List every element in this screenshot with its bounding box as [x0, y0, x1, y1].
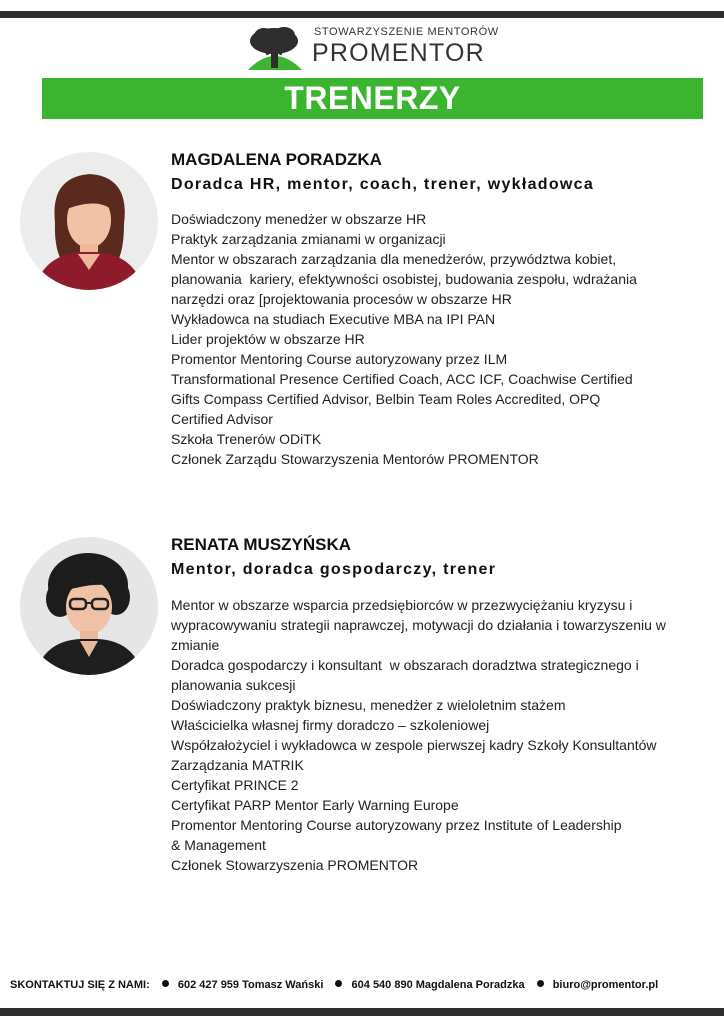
description-line: Doradca gospodarczy i konsultant w obszarach doradztwa strategicznego i	[171, 657, 639, 673]
description-line: Promentor Mentoring Course autoryzowany przez Institute of Leadership	[171, 817, 622, 833]
description-line: planowania kariery, efektywności osobistej, budowania zespołu, wdrażania	[171, 271, 637, 287]
trainer-name: MAGDALENA PORADZKA	[171, 150, 382, 169]
trainer-role: Mentor, doradca gospodarczy, trener	[171, 561, 497, 578]
trainer-description	[171, 209, 691, 469]
description-line: planowania sukcesji	[171, 677, 296, 693]
description-line: Wykładowca na studiach Executive MBA na IPI PAN	[171, 311, 496, 327]
description-line: Współzałożyciel i wykładowca w zespole pierwszej kadry Szkoły Konsultantów	[171, 737, 657, 753]
description-line: Gifts Compass Certified Advisor, Belbin Team Roles Accredited, OPQ	[171, 391, 601, 407]
tree-logo-icon	[246, 24, 304, 72]
description-line: Członek Zarządu Stowarzyszenia Mentorów PROMENTOR	[171, 451, 539, 467]
portrait-icon	[20, 537, 158, 675]
description-line: Certified Advisor	[171, 411, 273, 427]
description-line: Członek Stowarzyszenia PROMENTOR	[171, 857, 419, 873]
trainer-name: RENATA MUSZYŃSKA	[171, 535, 352, 554]
contact-phone-magdalena[interactable]: 604 540 890 Magdalena Poradzka	[351, 979, 525, 991]
description-line: Szkoła Trenerów ODiTK	[171, 431, 322, 447]
bottom-bar	[0, 1008, 724, 1016]
description-line: Promentor Mentoring Course autoryzowany przez ILM	[171, 351, 508, 367]
description-line: Właścicielka własnej firmy doradczo – szkoleniowej	[171, 717, 490, 733]
description-line: Doświadczony menedżer w obszarze HR	[171, 211, 427, 227]
description-line: wypracowywaniu strategii naprawczej, motywacji do działania i towarzyszeniu w	[171, 617, 666, 633]
avatar-magdalena	[20, 152, 158, 290]
description-line: Doświadczony praktyk biznesu, menedżer z wieloletnim stażem	[171, 697, 566, 713]
contact-footer	[10, 979, 658, 991]
description-line: Mentor w obszarze wsparcia przedsiębiorców w przezwyciężaniu kryzysu i	[171, 597, 633, 613]
portrait-icon	[20, 152, 158, 290]
logo-title: PROMENTOR	[312, 39, 485, 67]
bullet-icon	[162, 980, 169, 987]
description-line: Zarządzania MATRIK	[171, 757, 304, 773]
description-line: zmianie	[171, 637, 220, 653]
avatar-renata	[20, 537, 158, 675]
description-line: & Management	[171, 837, 266, 853]
trainer-description	[171, 595, 691, 875]
description-line: Mentor w obszarach zarządzania dla menedżerów, przywództwa kobiet,	[171, 251, 617, 267]
bullet-icon	[335, 980, 342, 987]
description-line: narzędzi oraz [projektowania procesów w obszarze HR	[171, 291, 512, 307]
contact-label: SKONTAKTUJ SIĘ Z NAMI:	[10, 979, 150, 991]
contact-email-link[interactable]: biuro@promentor.pl	[552, 979, 659, 991]
description-line: Transformational Presence Certified Coach, ACC ICF, Coachwise Certified	[171, 371, 633, 387]
page-title: TRENERZY	[284, 80, 461, 116]
trainer-role: Doradca HR, mentor, coach, trener, wykładowca	[171, 176, 595, 193]
bullet-icon	[537, 980, 544, 987]
description-line: Certyfikat PARP Mentor Early Warning Europe	[171, 797, 459, 813]
description-line: Certyfikat PRINCE 2	[171, 777, 299, 793]
promentor-logo	[246, 24, 506, 74]
title-banner	[42, 78, 703, 119]
top-bar	[0, 11, 724, 18]
contact-phone-tomasz[interactable]: 602 427 959 Tomasz Wański	[177, 979, 324, 991]
description-line: Lider projektów w obszarze HR	[171, 331, 365, 347]
logo-subtitle: STOWARZYSZENIE MENTORÓW	[314, 26, 499, 38]
description-line: Praktyk zarządzania zmianami w organizacji	[171, 231, 446, 247]
